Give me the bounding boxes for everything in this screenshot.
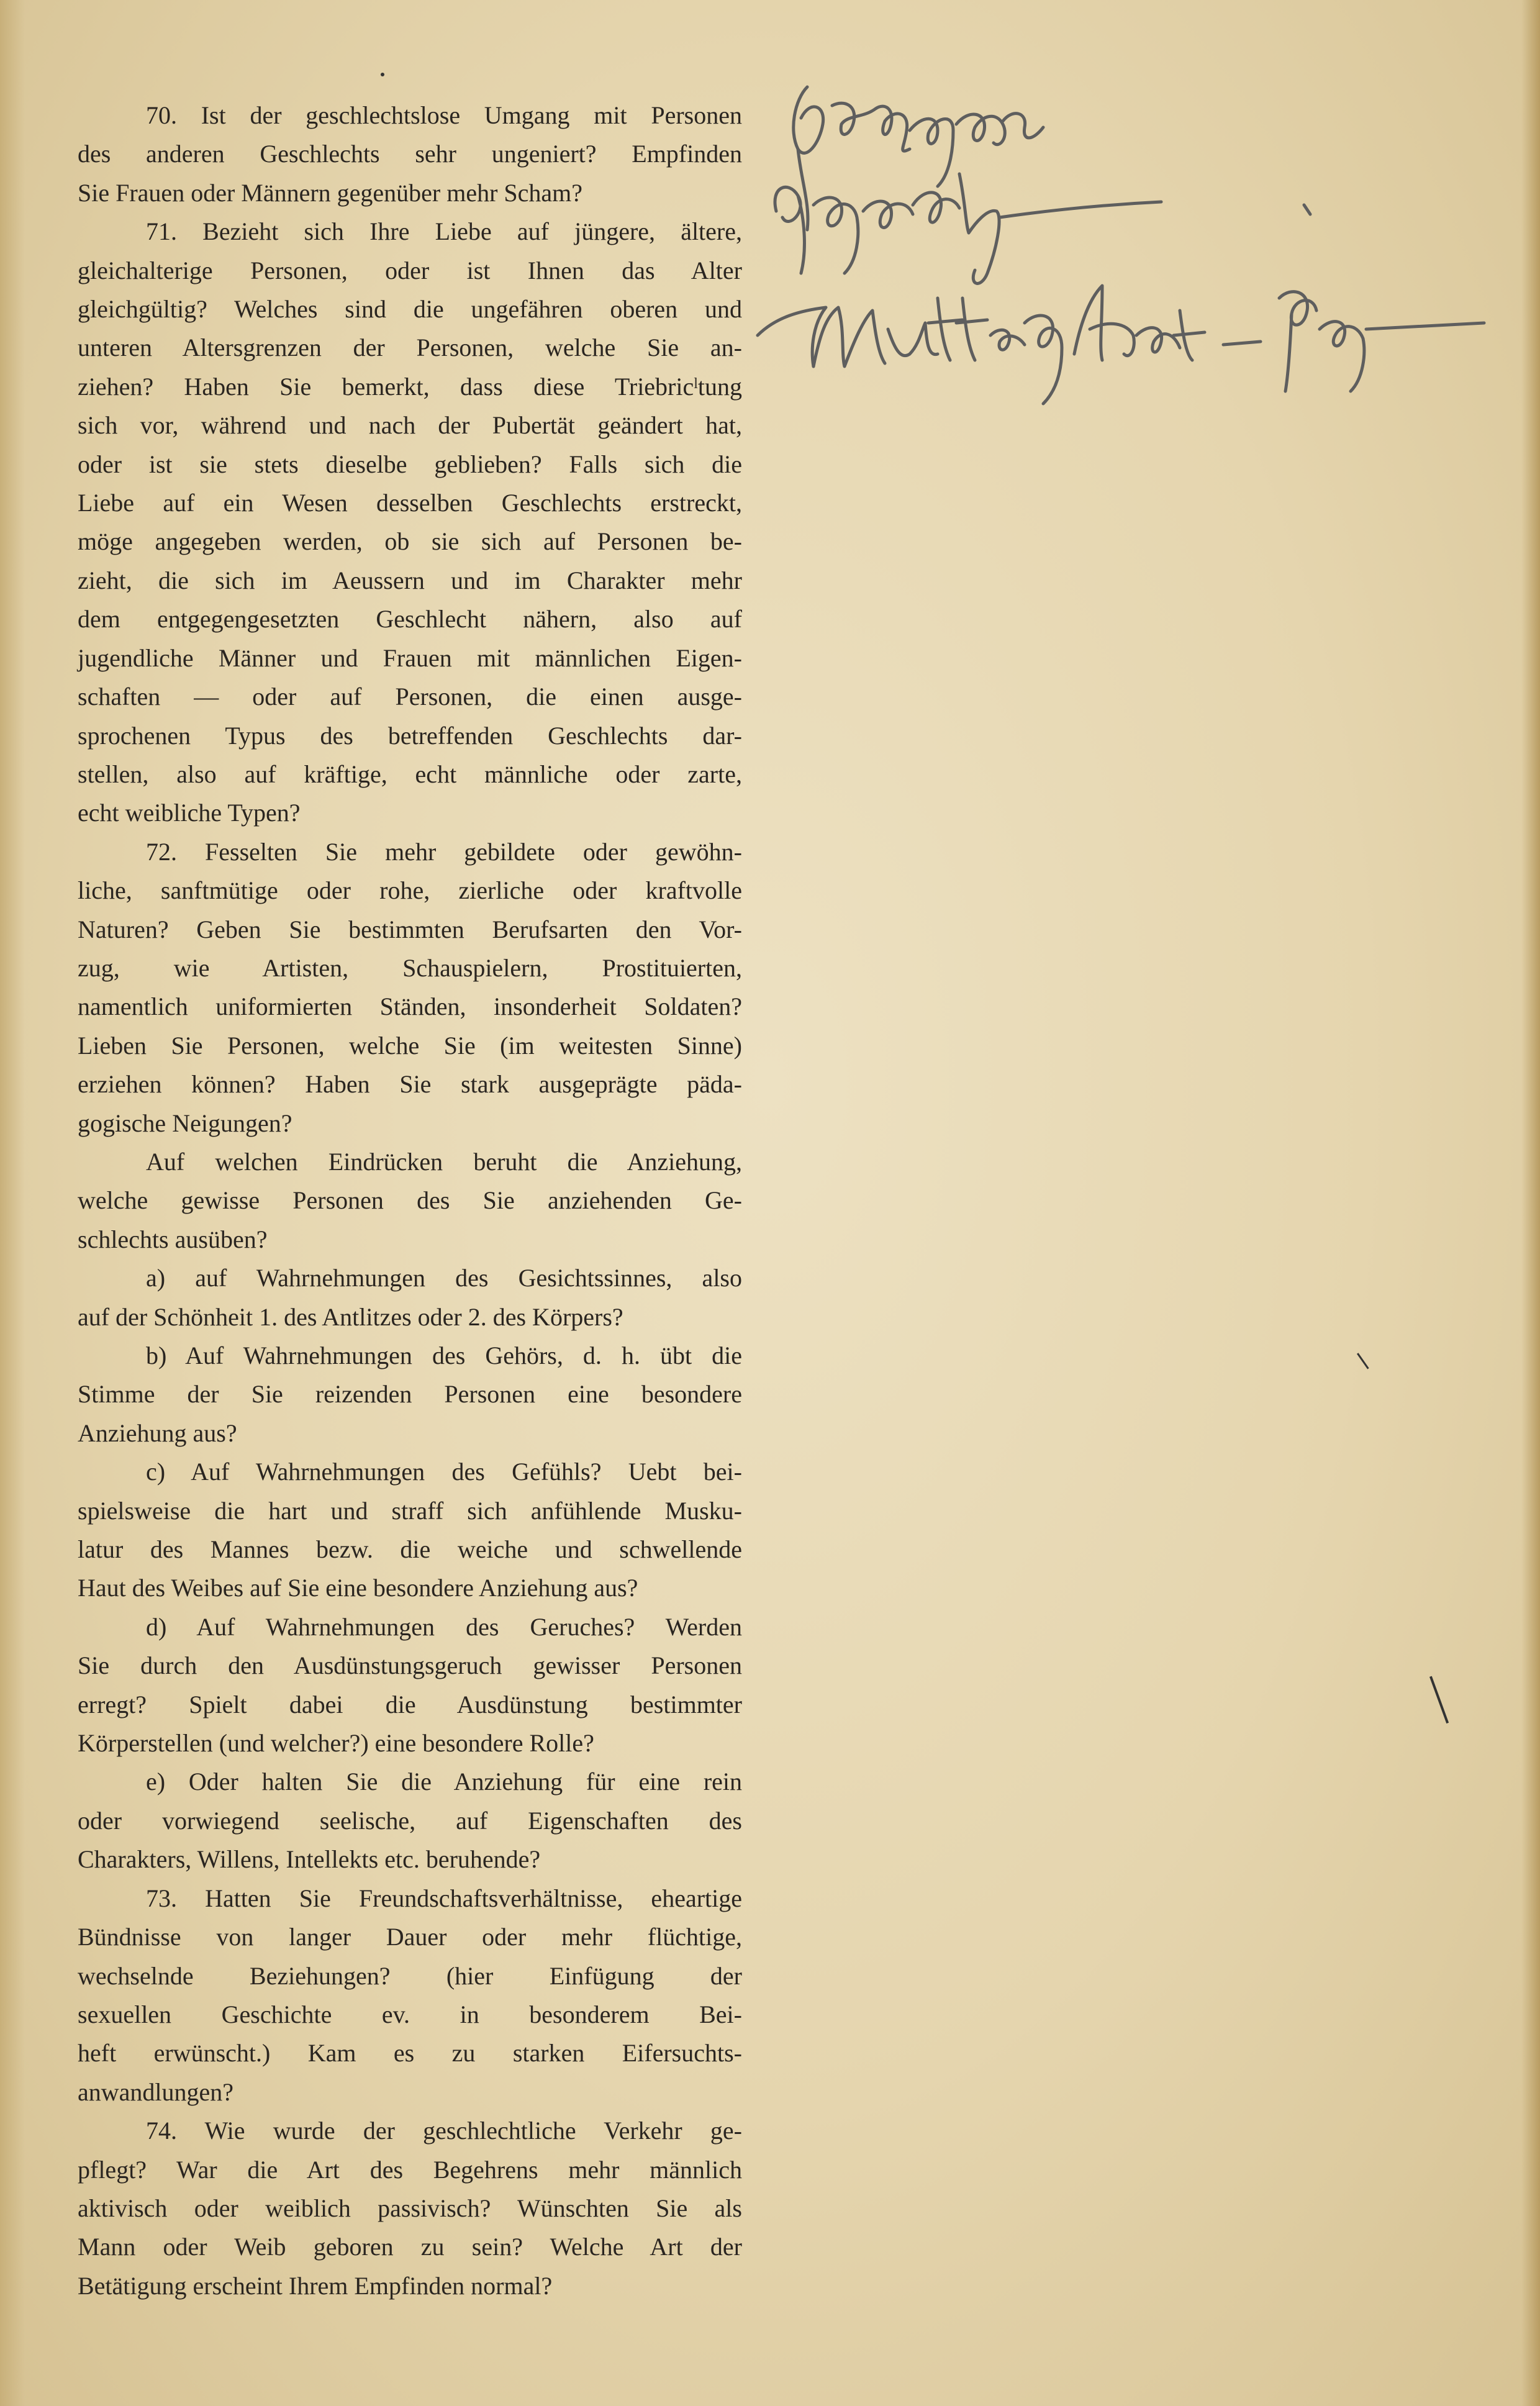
handwritten-annotation <box>751 62 1497 472</box>
text-line: latur des Mannes bezw. die weiche und schwellende <box>78 1535 742 1564</box>
question-paragraph <box>78 1259 742 1337</box>
question-paragraph <box>78 1453 742 1608</box>
text-line: möge angegeben werden, ob sie sich auf Personen be- <box>78 527 742 556</box>
text-line: sich vor, während und nach der Pubertät geändert hat, <box>78 411 742 440</box>
text-line: 74. Wie wurde der geschlechtliche Verkehr ge- <box>146 2117 742 2145</box>
text-line: gogische Neigungen? <box>78 1109 292 1137</box>
text-line: 73. Hatten Sie Freundschaftsverhältnisse, eheartige <box>146 1884 742 1912</box>
text-line: Naturen? Geben Sie bestimmten Berufsarten den Vor- <box>78 915 742 943</box>
pencil-mark <box>1429 1676 1449 1724</box>
text-line: schlechts ausüben? <box>78 1225 268 1253</box>
text-line: Bündnisse von langer Dauer oder mehr flüchtige, <box>78 1923 742 1951</box>
text-line: Körperstellen (und welcher?) eine besondere Rolle? <box>78 1729 594 1758</box>
text-line: zieht, die sich im Aeussern und im Charakter mehr <box>78 566 742 594</box>
question-paragraph <box>78 833 742 1143</box>
text-line: Charakters, Willens, Intellekts etc. beruhende? <box>78 1845 541 1874</box>
handwriting-labels <box>751 62 812 64</box>
text-line: stellen, also auf kräftige, echt männliche oder zarte, <box>78 760 742 788</box>
question-paragraph <box>78 1763 742 1879</box>
question-paragraph <box>78 1143 742 1259</box>
text-line: welche gewisse Personen des Sie anziehenden Ge- <box>78 1186 742 1215</box>
text-line: namentlich uniformierten Ständen, insonderheit Soldaten? <box>78 992 742 1021</box>
text-line: echt weibliche Typen? <box>78 799 301 827</box>
text-line: e) Oder halten Sie die Anziehung für eine rein <box>146 1768 742 1796</box>
question-paragraph <box>78 96 742 212</box>
text-line: liche, sanftmütige oder rohe, zierliche oder kraftvolle <box>78 876 742 905</box>
question-paragraph <box>78 2112 742 2305</box>
question-paragraph <box>78 1879 742 2112</box>
text-line: unteren Altersgrenzen der Personen, welche Sie an- <box>78 334 742 362</box>
text-line: Auf welchen Eindrücken beruht die Anziehung, <box>146 1147 742 1176</box>
question-paragraph <box>78 212 742 833</box>
text-line: Haut des Weibes auf Sie eine besondere Anziehung aus? <box>78 1574 638 1602</box>
text-line: wechselnde Beziehungen? (hier Einfügung der <box>78 1961 742 1990</box>
paper-edge-right <box>1521 0 1540 2406</box>
questionnaire-text-column <box>78 96 742 2305</box>
text-line: Lieben Sie Personen, welche Sie (im weitesten Sinne) <box>78 1031 742 1060</box>
text-line: jugendliche Männer und Frauen mit männlichen Eigen- <box>78 643 742 672</box>
text-line: oder vorwiegend seelische, auf Eigenschaften des <box>78 1806 742 1835</box>
text-line: erregt? Spielt dabei die Ausdünstung bestimmter <box>78 1690 742 1718</box>
ink-speck <box>381 73 384 76</box>
pencil-mark <box>1357 1353 1369 1369</box>
text-line: des anderen Geschlechts sehr ungeniert? Empfinden <box>78 140 742 168</box>
text-line: Liebe auf ein Wesen desselben Geschlechts erstreckt, <box>78 489 742 517</box>
text-line: a) auf Wahrnehmungen des Gesichtssinnes, also <box>146 1264 742 1292</box>
text-line: 70. Ist der geschlechtslose Umgang mit Personen <box>146 101 742 129</box>
text-line: 71. Bezieht sich Ihre Liebe auf jüngere, ältere, <box>146 217 742 246</box>
text-line: sexuellen Geschichte ev. in besonderem Bei- <box>78 2000 742 2028</box>
text-line: aktivisch oder weiblich passivisch? Wünschten Sie als <box>78 2194 742 2222</box>
text-line: d) Auf Wahrnehmungen des Geruches? Werden <box>146 1612 742 1641</box>
text-line: Sie Frauen oder Männern gegenüber mehr Scham? <box>78 178 583 207</box>
text-line: c) Auf Wahrnehmungen des Gefühls? Uebt bei- <box>146 1458 742 1486</box>
text-line: ziehen? Haben Sie bemerkt, dass diese Triebricˡtung <box>78 372 742 401</box>
text-line: Sie durch den Ausdünstungsgeruch gewisser Personen <box>78 1651 742 1680</box>
text-line: schaften — oder auf Personen, die einen ausge- <box>78 683 742 711</box>
text-line: oder ist sie stets dieselbe geblieben? Falls sich die <box>78 450 742 478</box>
text-line: anwandlungen? <box>78 2077 234 2106</box>
text-line: heft erwünscht.) Kam es zu starken Eifersuchts- <box>78 2039 742 2068</box>
question-paragraph <box>78 1608 742 1763</box>
text-line: Stimme der Sie reizenden Personen eine besondere <box>78 1380 742 1409</box>
text-line: zug, wie Artisten, Schauspielern, Prostituierten, <box>78 953 742 982</box>
text-line: pflegt? War die Art des Begehrens mehr männlich <box>78 2155 742 2184</box>
text-line: Betätigung erscheint Ihrem Empfinden normal? <box>78 2271 553 2300</box>
text-line: 72. Fesselten Sie mehr gebildete oder gewöhn- <box>146 837 742 866</box>
text-line: gleichgültig? Welches sind die ungefähren oberen und <box>78 295 742 324</box>
text-line: gleichalterige Personen, oder ist Ihnen das Alter <box>78 256 742 284</box>
text-line: auf der Schönheit 1. des Antlitzes oder 2. des Körpers? <box>78 1302 623 1331</box>
text-line: Mann oder Weib geboren zu sein? Welche Art der <box>78 2233 742 2261</box>
text-line: spielsweise die hart und straff sich anfühlende Musku- <box>78 1496 742 1525</box>
text-line: Anziehung aus? <box>78 1419 237 1447</box>
text-line: b) Auf Wahrnehmungen des Gehörs, d. h. übt die <box>146 1341 742 1369</box>
paper-edge-left <box>0 0 25 2406</box>
text-line: erziehen können? Haben Sie stark ausgeprägte päda- <box>78 1070 742 1099</box>
question-paragraph <box>78 1337 742 1453</box>
text-line: dem entgegengesetzten Geschlecht nähern, also auf <box>78 605 742 633</box>
handwriting-image <box>751 62 1497 472</box>
text-line: sprochenen Typus des betreffenden Geschlechts dar- <box>78 721 742 750</box>
